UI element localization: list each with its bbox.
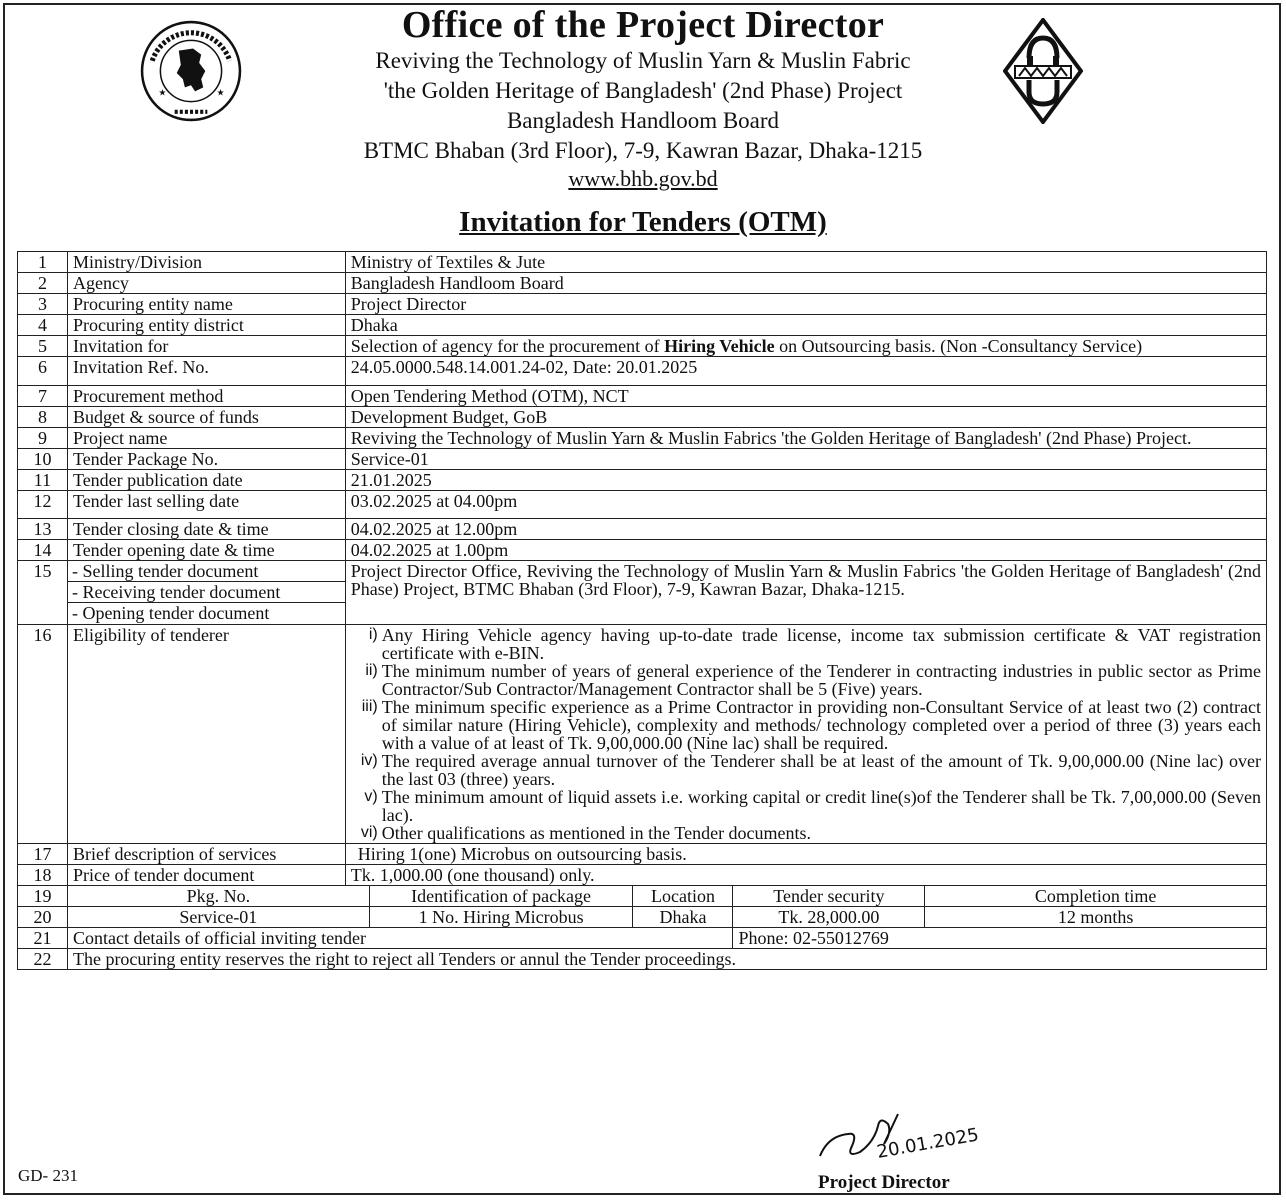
table-row <box>18 470 1267 491</box>
package-cell: Tk. 28,000.00 <box>733 907 925 928</box>
row-label: Brief description of services <box>67 844 345 865</box>
notice-heading: Invitation for Tenders (OTM) <box>459 206 827 238</box>
row-value: 04.02.2025 at 1.00pm <box>345 540 1266 561</box>
column-header: Pkg. No. <box>67 886 369 907</box>
item-numeral: vi) <box>360 824 378 841</box>
package-cell: Service-01 <box>67 907 369 928</box>
row-label: Tender last selling date <box>67 491 345 519</box>
row-label: Invitation Ref. No. <box>67 357 345 386</box>
table-row <box>18 407 1267 428</box>
website-link[interactable]: www.bhb.gov.bd <box>568 166 718 191</box>
table-row <box>18 428 1267 449</box>
eligibility-item <box>346 626 1261 662</box>
table-row <box>18 491 1267 519</box>
row-number: 16 <box>18 625 68 844</box>
item-text: Any Hiring Vehicle agency having up-to-date trade license, income tax submission certificate & VAT registration certificate with e-BIN. <box>381 625 1261 663</box>
project-line-2: 'the Golden Heritage of Bangladesh' (2nd Phase) Project <box>383 78 903 103</box>
item-text: The minimum specific experience as a Prime Contractor in providing non-Consultant Service of at least two (2) contract of similar nature (Hiring Vehicle), complexity and methods/ technology completed over a period of three (3) years each with a value of at least of Tk. 9,00,000.00 (Nine lac) shall be required. <box>381 697 1261 753</box>
column-header: Tender security <box>733 886 925 907</box>
eligibility-item <box>346 752 1261 788</box>
row-label: Price of tender document <box>67 865 345 886</box>
table-row <box>18 561 1267 625</box>
row-label-group <box>67 561 345 625</box>
table-row <box>18 949 1267 970</box>
row-label: - Selling tender document <box>68 561 345 582</box>
row-number: 1 <box>18 252 68 273</box>
table-row <box>18 449 1267 470</box>
row-number: 10 <box>18 449 68 470</box>
row-label: Budget & source of funds <box>67 407 345 428</box>
row-value <box>345 625 1266 844</box>
row-number: 15 <box>18 561 68 625</box>
table-row <box>18 315 1267 336</box>
table-row <box>18 294 1267 315</box>
item-text: The minimum number of years of general experience of the Tenderer in contracting industries in public sector as Prime Contractor/Sub Contractor/Management Contractor shall be 5 (Five) years. <box>381 661 1261 699</box>
row-value: Project Director Office, Reviving the Technology of Muslin Yarn & Muslin Fabrics 'the Golden Heritage of Bangladesh' (2nd Phase) Project, BTMC Bhaban (3rd Floor), 7-9, Kawran Bazar, Dhaka-1215. <box>345 561 1266 625</box>
row-number: 2 <box>18 273 68 294</box>
row-number: 21 <box>18 928 68 949</box>
eligibility-item <box>346 824 1261 842</box>
row-value <box>345 336 1266 357</box>
project-line-1: Reviving the Technology of Muslin Yarn & Muslin Fabric <box>375 48 911 73</box>
row-label: Procuring entity district <box>67 315 345 336</box>
item-text: The required average annual turnover of the Tenderer shall be at least of the amount of Tk. 9,00,000.00 (Nine lac) over the last 03 (three) years. <box>381 751 1261 789</box>
table-row <box>18 886 1267 907</box>
row-label: Tender opening date & time <box>67 540 345 561</box>
row-label: Contact details of official inviting tender <box>67 928 732 949</box>
board-name: Bangladesh Handloom Board <box>506 108 780 133</box>
column-header: Location <box>633 886 733 907</box>
package-cell: 12 months <box>925 907 1267 928</box>
item-numeral: i) <box>368 626 378 643</box>
notice-code: GD- 231 <box>18 1166 78 1185</box>
row-label: Procuring entity name <box>67 294 345 315</box>
tender-details-table <box>17 251 1267 970</box>
row-label: - Opening tender document <box>71 603 270 623</box>
row-number: 22 <box>18 949 68 970</box>
table-row <box>18 357 1267 386</box>
row-number: 11 <box>18 470 68 491</box>
row-number: 14 <box>18 540 68 561</box>
row-value: Dhaka <box>345 315 1266 336</box>
row-value: Reviving the Technology of Muslin Yarn & Muslin Fabrics 'the Golden Heritage of Bangladesh' (2nd Phase) Project. <box>345 428 1266 449</box>
row-value: Bangladesh Handloom Board <box>345 273 1266 294</box>
row-number: 19 <box>18 886 68 907</box>
row-number: 6 <box>18 357 68 386</box>
signatory-title: Project Director <box>818 1172 950 1193</box>
row-label: Tender Package No. <box>67 449 345 470</box>
row-value: Hiring 1(one) Microbus on outsourcing basis. <box>345 844 1266 865</box>
row-number: 9 <box>18 428 68 449</box>
table-row <box>18 928 1267 949</box>
row-value: Ministry of Textiles & Jute <box>345 252 1266 273</box>
package-cell: Dhaka <box>633 907 733 928</box>
table-row <box>18 540 1267 561</box>
row-number: 20 <box>18 907 68 928</box>
table-row <box>18 386 1267 407</box>
value-text: on Outsourcing basis. (Non -Consultancy Service) <box>774 336 1143 356</box>
row-label: Agency <box>67 273 345 294</box>
row-number: 8 <box>18 407 68 428</box>
row-number: 4 <box>18 315 68 336</box>
table-row <box>18 865 1267 886</box>
row-value: Development Budget, GoB <box>345 407 1266 428</box>
value-text: Selection of agency for the procurement of <box>350 336 665 356</box>
row-value: 24.05.0000.548.14.001.24-02, Date: 20.01.2025 <box>345 357 1266 386</box>
row-number: 18 <box>18 865 68 886</box>
table-row <box>18 336 1267 357</box>
row-number: 7 <box>18 386 68 407</box>
row-value: 21.01.2025 <box>345 470 1266 491</box>
row-number: 12 <box>18 491 68 519</box>
signature-icon <box>818 1106 1018 1166</box>
signature-date: 20.01.2025 <box>875 1124 981 1163</box>
item-numeral: v) <box>364 788 378 805</box>
package-cell: 1 No. Hiring Microbus <box>369 907 633 928</box>
eligibility-item <box>346 698 1261 752</box>
row-number: 17 <box>18 844 68 865</box>
item-numeral: ii) <box>365 662 378 679</box>
row-number: 3 <box>18 294 68 315</box>
row-number: 5 <box>18 336 68 357</box>
table-row <box>18 625 1267 844</box>
office-address: BTMC Bhaban (3rd Floor), 7-9, Kawran Bazar, Dhaka-1215 <box>363 138 923 163</box>
column-header: Completion time <box>925 886 1267 907</box>
row-value: The procuring entity reserves the right to reject all Tenders or annul the Tender proceedings. <box>67 949 1266 970</box>
row-value: 04.02.2025 at 12.00pm <box>345 519 1266 540</box>
row-value: Phone: 02-55012769 <box>733 928 1267 949</box>
row-label: Ministry/Division <box>67 252 345 273</box>
row-value: Service-01 <box>345 449 1266 470</box>
row-label: - Receiving tender document <box>68 582 345 603</box>
value-emphasis: Hiring Vehicle <box>664 336 775 356</box>
svg-text:★: ★ <box>216 87 225 98</box>
row-value: Tk. 1,000.00 (one thousand) only. <box>345 865 1266 886</box>
table-row <box>18 844 1267 865</box>
office-title: Office of the Project Director <box>401 4 885 46</box>
eligibility-list <box>346 626 1261 842</box>
row-value: Project Director <box>345 294 1266 315</box>
item-text: Other qualifications as mentioned in the Tender documents. <box>381 823 812 843</box>
row-label: Project name <box>67 428 345 449</box>
row-label: Procurement method <box>67 386 345 407</box>
row-label: Invitation for <box>67 336 345 357</box>
letterhead <box>0 4 1286 240</box>
eligibility-item <box>346 788 1261 824</box>
table-row <box>18 252 1267 273</box>
eligibility-item <box>346 662 1261 698</box>
item-text: The minimum amount of liquid assets i.e. working capital or credit line(s)of the Tenderer shall be Tk. 7,00,000.00 (Seven lac). <box>381 787 1261 825</box>
row-label: Eligibility of tenderer <box>67 625 345 844</box>
row-number: 13 <box>18 519 68 540</box>
row-label: Tender publication date <box>67 470 345 491</box>
table-row <box>18 273 1267 294</box>
row-value: Open Tendering Method (OTM), NCT <box>345 386 1266 407</box>
row-value: 03.02.2025 at 04.00pm <box>345 491 1266 519</box>
column-header: Identification of package <box>369 886 633 907</box>
svg-text:★: ★ <box>158 87 167 98</box>
row-label: Tender closing date & time <box>67 519 345 540</box>
table-row <box>18 519 1267 540</box>
table-row <box>18 907 1267 928</box>
item-numeral: iii) <box>361 698 378 715</box>
item-numeral: iv) <box>360 752 378 769</box>
